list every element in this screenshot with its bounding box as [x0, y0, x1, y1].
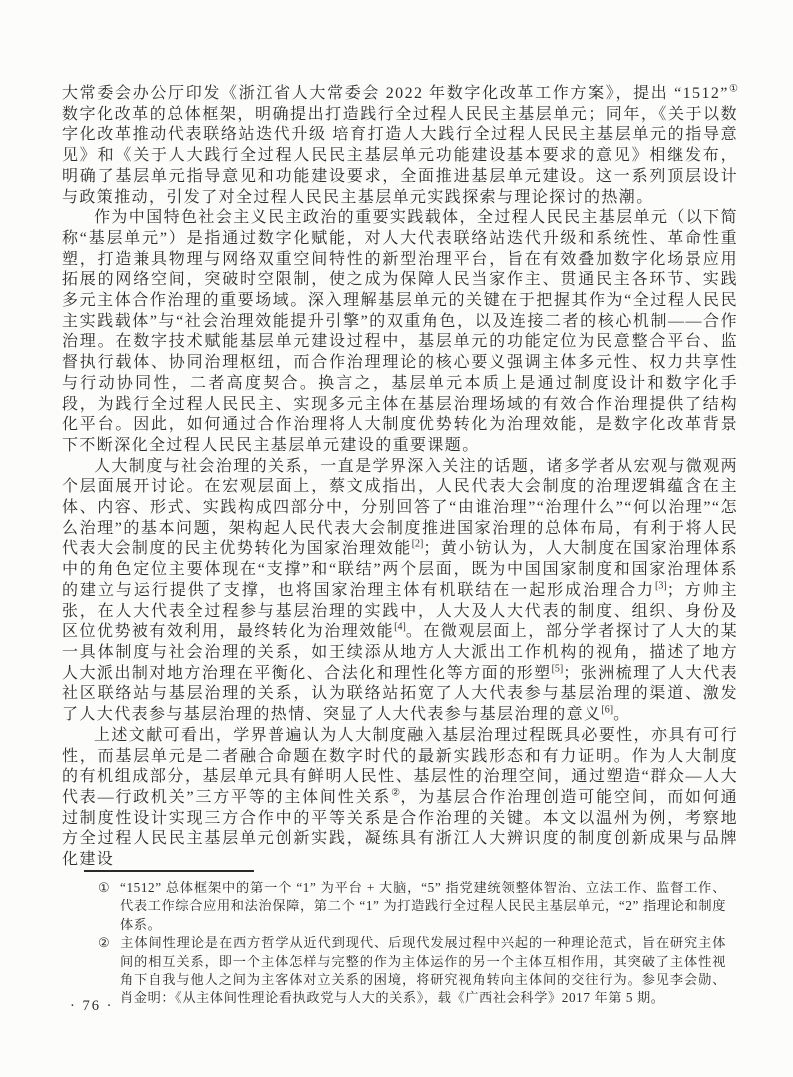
body-text-run: ，为基层合作治理创造可能空间，而如何通过制度性设计实现三方合作中的平等关系是合作治理的关键。本文以温州为例，考察地方全过程人民民主基层单元创新实践，凝练具有浙江人大辨识度的制度创新成果与品牌化建设 — [62, 788, 738, 869]
footnote-item-1 — [98, 879, 726, 934]
body-paragraph-3 — [62, 457, 738, 726]
footnote-reference-mark: ① — [728, 83, 738, 95]
body-text-run: 。在微观层面上，部分学者探讨了人大的某一具体制度与社会治理的关系，如王续添从地方人大派出工作机构的视角，描述了地方人大派出制对地方治理在平衡化、合法化和理性化等方面的形塑 — [62, 623, 738, 682]
footnote-reference-mark: [5] — [551, 663, 564, 675]
body-text-run: ；张洲梳理了人大代表社区联络站与基层治理的关系，认为联络站拓宽了人大代表参与基层治理的渠道、激发了人大代表参与基层治理的热情、突显了人大代表参与基层治理的意义 — [62, 664, 738, 724]
body-text-run: 。 — [613, 706, 631, 724]
article-body — [62, 84, 738, 871]
page-number: · 76 · — [70, 998, 114, 1014]
footnote-text-2: 主体间性理论是在西方哲学从近代到现代、后现代发展过程中兴起的一种理论范式，旨在研究主体间的相互关系，即一个主体怎样与完整的作为主体运作的另一个主体互相作用，其突破了主体性视角下自我与他人之间为主客体对立关系的困境，将研究视角转向主体间的交往行为。参见李会勋、肖金明：《从主体间性理论看执政党与人大的关系》，载《广西社会科学》2017 年第 5 期。 — [120, 935, 726, 1006]
footnote-text-1: “1512” 总体框架中的第一个 “1” 为平台 + 大脑，“5” 指党建统领整体智治、立法工作、监督工作、代表工作综合应用和法治保障，第二个 “1” 为打造践行全过程人民民主基层单元，“2” 指理论和制度体系。 — [120, 880, 726, 932]
footnote-reference-mark: [6] — [601, 704, 614, 716]
footnote-reference-mark: [2] — [411, 539, 424, 551]
footnote-reference-mark: [3] — [655, 580, 667, 592]
body-paragraph-1 — [62, 84, 738, 208]
body-text-run: ；黄小钫认为，人大制度在国家治理体系中的角色定位主要体现在“支撑”和“联结”两个层面，既为中国国家制度和国家治理体系的建立与运行提供了支撑，也将国家治理主体有机联结在一起形成治理合力 — [62, 540, 738, 599]
footnote-divider — [84, 870, 254, 872]
body-text-run: 人大制度与社会治理的关系，一直是学界深入关注的话题，诸多学者从宏观与微观两个层面展开讨论。在宏观层面上，蔡文成指出，人民代表大会制度的治理逻辑蕴含在主体、内容、形式、实践构成四部分中，分别回答了“由谁治理”“治理什么”“何以治理”“怎么治理”的基本问题，架构起人民代表大会制度推进国家治理的总体布局，有利于将人民代表大会制度的民主优势转化为国家治理效能 — [62, 457, 738, 558]
footnote-item-2 — [98, 934, 726, 1008]
footnote-marker-2: ② — [98, 935, 111, 951]
footnote-reference-mark: ② — [391, 787, 401, 799]
body-paragraph-2 — [62, 208, 738, 456]
footnote-marker-1: ① — [98, 880, 111, 895]
body-text-run: 上述文献可看出，学界普遍认为人大制度融入基层治理过程既具必要性，亦具有可行性，而基层单元是二者融合命题在数字时代的最新实践形态和有力证明。作为人大制度的有机组成部分，基层单元具有鲜明人民性、基层性的治理空间，通过塑造“群众—人大代表—行政机关”三方平等的主体间性关系 — [62, 726, 738, 806]
footnote-list — [98, 879, 726, 1008]
footnote-reference-mark: [4] — [394, 621, 406, 633]
body-text-run: 数字化改革的总体框架，明确提出打造践行全过程人民民主基层单元；同年，《关于以数字化改革推动代表联络站迭代升级 培育打造人大践行全过程人民民主基层单元的指导意见》和《关于人大践行全过程人民民主基层单元功能建设基本要求的意见》相继发布，明确了基层单元指导意见和功能建设要求，全面推进基层单元建设。这一系列顶层设计与政策推动，引发了对全过程人民民主基层单元实践探索与理论探讨的热潮。 — [62, 105, 738, 206]
body-text-run: 作为中国特色社会主义民主政治的重要实践载体，全过程人民民主基层单元（以下简称“基层单元”）是指通过数字化赋能，对人大代表联络站迭代升级和系统性、革命性重塑，打造兼具物理与网络双重空间特性的新型治理平台，旨在有效叠加数字化场景应用拓展的网络空间，突破时空限制，使之成为保障人民当家作主、贯通民主各环节、实践多元主体合作治理的重要场域。深入理解基层单元的关键在于把握其作为“全过程人民民主实践载体”与“社会治理效能提升引擎”的双重角色，以及连接二者的核心机制——合作治理。在数字技术赋能基层单元建设过程中，基层单元的功能定位为民意整合平台、监督执行载体、协同治理枢纽，而合作治理理论的核心要义强调主体多元性、权力共享性与行动协同性，二者高度契合。换言之，基层单元本质上是通过制度设计和数字化手段，为践行全过程人民民主、实现多元主体在基层治理场域的有效合作治理提供了结构化平台。因此，如何通过合作治理将人大制度优势转化为治理效能，是数字化改革背景下不断深化全过程人民民主基层单元建设的重要课题。 — [62, 209, 738, 454]
body-text-run: ；方帅主张，在人大代表全过程参与基层治理的实践中，人大及人大代表的制度、组织、身份及区位优势被有效利用，最终转化为治理效能 — [62, 581, 738, 641]
body-text-run: 大常委会办公厅印发《浙江省人大常委会 2022 年数字化改革工作方案》，提出 “1512” — [62, 85, 729, 102]
body-paragraph-4 — [62, 726, 738, 871]
